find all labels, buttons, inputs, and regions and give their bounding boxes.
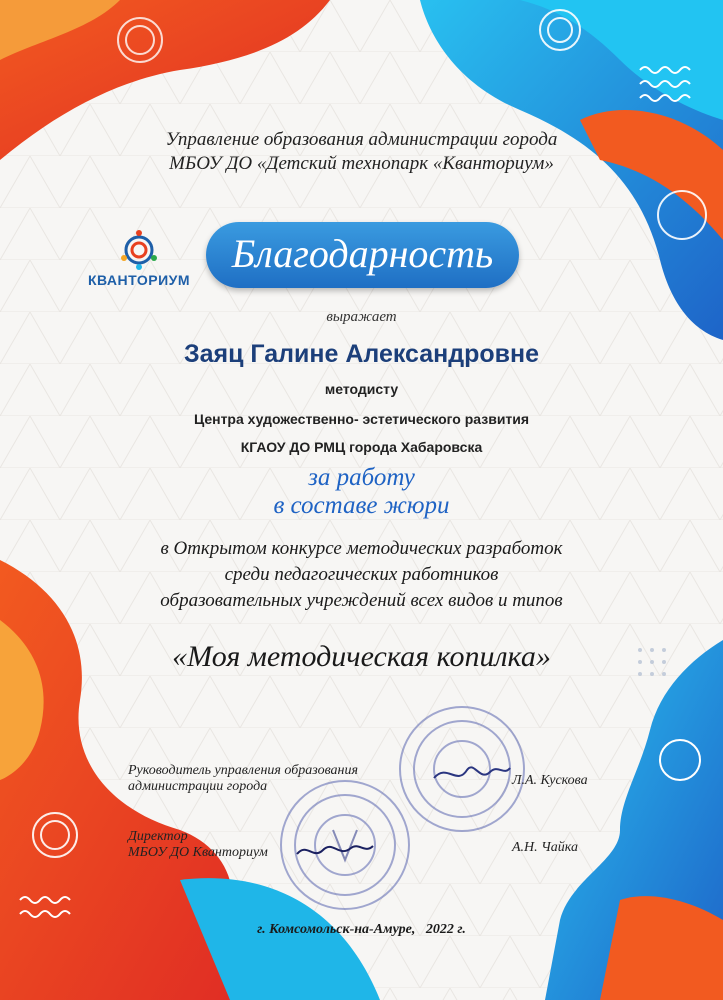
head-name: Л.А. Кускова: [512, 773, 588, 788]
place-and-date: [0, 922, 723, 938]
contest-line-3: образовательных учреждений всех видов и типов: [160, 590, 563, 611]
issuer-header: [0, 128, 723, 176]
kvantorium-logo: [74, 228, 204, 292]
recipient-organization: КГАОУ ДО РМЦ города Хабаровска: [240, 439, 483, 455]
reason-line-1: за работу: [308, 464, 415, 491]
head-title: [128, 763, 358, 795]
contest-description: [0, 536, 723, 614]
director-name: А.Н. Чайка: [512, 840, 579, 855]
recipient-center: Центра художественно- эстетического развития: [193, 411, 530, 427]
reason-line-2: в составе жюри: [273, 492, 450, 519]
director-title: [128, 829, 268, 861]
issuer-line-1: Управление образования администрации города: [165, 129, 558, 150]
kvantorium-logo-icon: [74, 228, 204, 274]
document-title: Благодарность: [231, 231, 494, 276]
recipient-position: методисту: [324, 381, 399, 397]
head-title-line-2: администрации города: [128, 779, 268, 794]
head-title-line-1: Руководитель управления образования: [128, 763, 359, 778]
expresses-text: выражает: [326, 309, 397, 325]
logo-text: КВАНТОРИУМ: [87, 272, 191, 288]
director-signature: [295, 838, 375, 864]
city: г. Комсомольск-на-Амуре,: [257, 922, 416, 937]
recipient-name: Заяц Галине Александровне: [183, 340, 540, 368]
contest-line-1: в Открытом конкурсе методических разработок: [160, 538, 563, 559]
year: 2022 г.: [425, 922, 466, 937]
contest-line-2: среди педагогических работников: [224, 564, 499, 585]
head-signature: [432, 758, 512, 788]
contest-name: «Моя методическая копилка»: [172, 640, 551, 673]
director-title-line-2: МБОУ ДО Кванториум: [128, 845, 268, 860]
issuer-line-2: МБОУ ДО «Детский технопарк «Кванториум»: [169, 153, 554, 174]
director-title-line-1: Директор: [128, 829, 188, 844]
title-banner: [206, 222, 519, 288]
